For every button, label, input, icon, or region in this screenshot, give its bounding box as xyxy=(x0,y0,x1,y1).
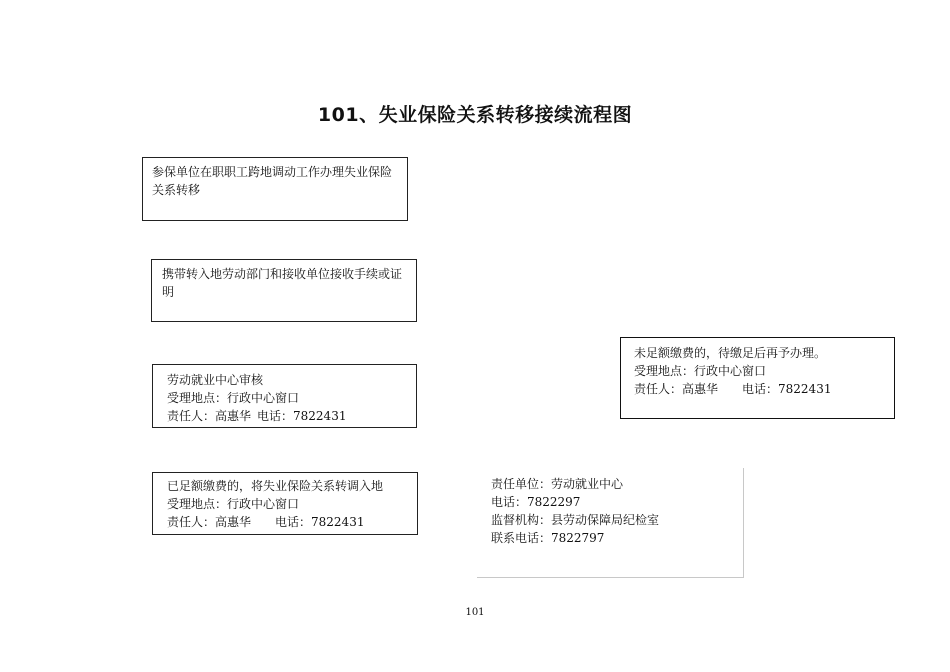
contact-info-box xyxy=(477,468,744,578)
step-place: 受理地点：行政中心窗口 xyxy=(634,364,767,378)
step-heading: 未足额缴费的，待缴足后再予办理。 xyxy=(634,346,827,360)
flow-step-carry-documents xyxy=(151,259,417,322)
box-edge-right xyxy=(743,468,744,578)
step-person: 责任人：高惠华 xyxy=(167,409,252,423)
flow-step-transfer-paid xyxy=(152,472,418,535)
flow-step-review xyxy=(152,364,417,428)
step-phone: 电话：7822431 xyxy=(742,382,832,396)
step-phone: 电话：7822431 xyxy=(257,409,347,423)
flow-step-transfer-request xyxy=(142,157,408,221)
page-number: 101 xyxy=(465,607,485,618)
step-text: 参保单位在职职工跨地调动工作办理失业保险关系转移 xyxy=(152,165,393,197)
step-heading: 已足额缴费的，将失业保险关系转调入地 xyxy=(167,479,384,493)
step-person: 责任人：高惠华 xyxy=(634,382,719,396)
step-phone: 电话：7822431 xyxy=(275,515,365,529)
step-text: 携带转入地劳动部门和接收单位接收手续或证明 xyxy=(162,267,403,299)
contact-supervisor-phone: 联系电话：7822797 xyxy=(491,531,605,545)
box-edge-bottom xyxy=(477,577,744,578)
step-place: 受理地点：行政中心窗口 xyxy=(167,497,300,511)
step-place: 受理地点：行政中心窗口 xyxy=(167,391,300,405)
step-person: 责任人：高惠华 xyxy=(167,515,252,529)
page-title: 101、失业保险关系转移接续流程图 xyxy=(317,104,633,126)
contact-phone: 电话：7822297 xyxy=(491,495,581,509)
flow-step-unpaid xyxy=(620,337,895,419)
step-heading: 劳动就业中心审核 xyxy=(167,373,264,387)
contact-supervisor: 监督机构：县劳动保障局纪检室 xyxy=(491,513,660,527)
contact-unit: 责任单位：劳动就业中心 xyxy=(491,477,624,491)
